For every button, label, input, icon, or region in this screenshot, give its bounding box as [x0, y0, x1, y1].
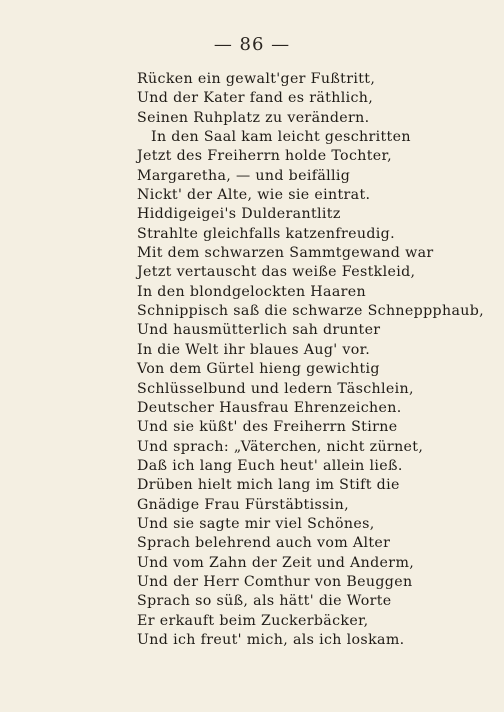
- poem-text: [137, 70, 485, 650]
- poem-line: Und der Kater fand es räthlich,: [137, 90, 374, 107]
- poem-line: Seinen Ruhplatz zu verändern.: [137, 109, 370, 126]
- poem-line: Und vom Zahn der Zeit und Anderm,: [137, 554, 415, 571]
- poem-line: Und hausmütterlich sah drunter: [137, 322, 381, 339]
- poem-line: Mit dem schwarzen Sammtgewand war: [137, 245, 434, 262]
- poem-line: In den Saal kam leicht geschritten: [151, 129, 411, 146]
- poem-line: Rücken ein gewalt'ger Fußtritt,: [137, 71, 376, 87]
- poem-line: In den blondgelockten Haaren: [137, 283, 367, 300]
- poem-line: Schnippisch saß die schwarze Schneppphaub,: [137, 303, 485, 320]
- poem-line: Gnädige Frau Fürstäbtissin,: [137, 496, 349, 513]
- poem-line: Er erkauft beim Zuckerbäcker,: [137, 612, 369, 629]
- poem-line: Nickt' der Alte, wie sie eintrat.: [137, 187, 371, 204]
- poem-line: Hiddigeigei's Dulderantlitz: [137, 206, 341, 223]
- poem-line: Schlüsselbund und ledern Täschlein,: [137, 380, 414, 397]
- poem-line: Und sie küßt' des Freiherrn Stirne: [137, 419, 398, 436]
- poem-line: In die Welt ihr blaues Aug' vor.: [137, 341, 371, 358]
- poem-line: Jetzt des Freiherrn holde Tochter,: [137, 148, 392, 165]
- poem-line: Strahlte gleichfalls katzenfreudig.: [137, 225, 395, 242]
- poem-line: Von dem Gürtel hieng gewichtig: [137, 361, 380, 378]
- poem-line: Drüben hielt mich lang im Stift die: [137, 477, 400, 494]
- poem-line: Sprach belehrend auch vom Alter: [137, 535, 391, 552]
- page-number: — 86 —: [213, 34, 291, 55]
- poem-line: Deutscher Hausfrau Ehrenzeichen.: [137, 399, 402, 416]
- poem-line: Jetzt vertauscht das weiße Festkleid,: [137, 264, 416, 281]
- poem-line: Und ich freut' mich, als ich loskam.: [137, 631, 405, 648]
- poem-line: Und sprach: „Väterchen, nicht zürnet,: [137, 438, 424, 455]
- poem-line: Daß ich lang Euch heut' allein ließ.: [137, 457, 403, 474]
- poem-line: Margaretha, — und beifällig: [137, 167, 351, 184]
- poem-line: Und der Herr Comthur von Beuggen: [137, 573, 413, 590]
- poem-line: Sprach so süß, als hätt' die Worte: [137, 593, 392, 610]
- poem-line: Und sie sagte mir viel Schönes,: [137, 515, 375, 532]
